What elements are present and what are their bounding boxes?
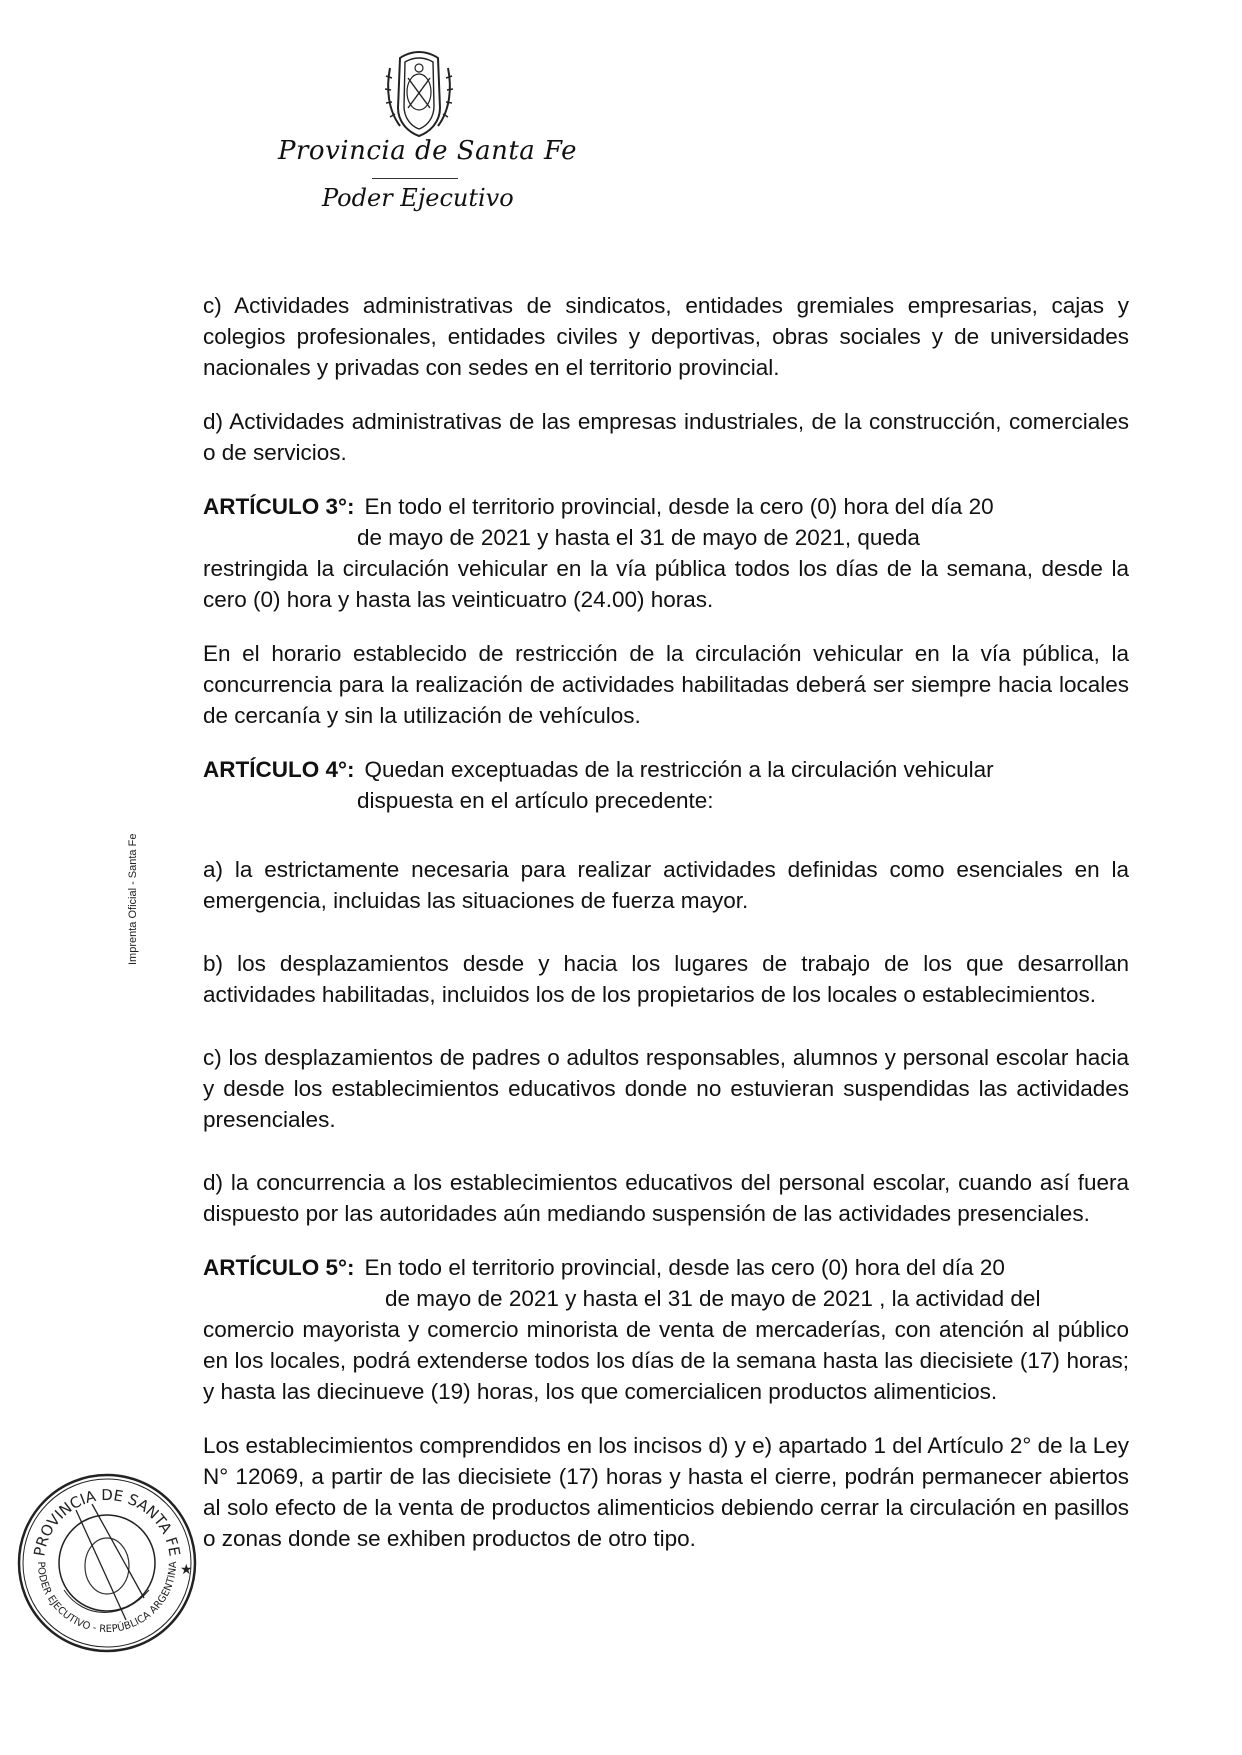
article-4-line-2: dispuesta en el artículo precedente: <box>357 788 714 813</box>
article-4-item-d: d) la concurrencia a los establecimientos educativos del personal escolar, cuando así fuera dispuesto por las autoridades aún mediando suspensión de las actividades presenciales. <box>203 1170 1129 1226</box>
article-3-body: restringida la circulación vehicular en la vía pública todos los días de la semana, desde la cero (0) hora y hasta las veinticuatro (24.00) horas. <box>203 556 1129 612</box>
letterhead-executive: Poder Ejecutivo <box>322 184 514 212</box>
letterhead <box>0 0 1242 240</box>
seal-bottom-text: PODER EJECUTIVO - REPÚBLICA ARGENTINA <box>34 1561 180 1636</box>
article-3 <box>203 491 1129 615</box>
article-5-paragraph-2: Los establecimientos comprendidos en los incisos d) y e) apartado 1 del Artículo 2° de la Ley N° 12069, a partir de las diecisiete (17) horas y hasta el cierre, podrán permanecer abiertos al solo efecto de la venta de productos alimenticios debiendo cerrar la circulación en pasillos o zonas donde se exhiben productos de otro tipo. <box>203 1433 1129 1551</box>
article-4-item-a: a) la estrictamente necesaria para realizar actividades definidas como esenciales en la emergencia, incluidas las situaciones de fuerza mayor. <box>203 857 1129 913</box>
article-3-line-2: de mayo de 2021 y hasta el 31 de mayo de 2021, queda <box>357 525 920 550</box>
paragraph-d-administrative: d) Actividades administrativas de las empresas industriales, de la construcción, comerciales o de servicios. <box>203 409 1129 465</box>
paragraph-c-administrative: c) Actividades administrativas de sindicatos, entidades gremiales empresarias, cajas y colegios profesionales, entidades civiles y deportivas, obras sociales y de universidades nacionales y privadas con sedes en el territorio provincial. <box>203 293 1129 380</box>
article-4-item-b: b) los desplazamientos desde y hacia los lugares de trabajo de los que desarrollan actividades habilitadas, incluidos los de los propietarios de los locales o establecimientos. <box>203 951 1129 1007</box>
article-4-item-c: c) los desplazamientos de padres o adultos responsables, alumnos y personal escolar hacia y desde los establecimientos educativos donde no estuvieran suspendidas las actividades presenciales. <box>203 1045 1129 1132</box>
side-imprint-text: Imprenta Oficial - Santa Fe <box>127 833 139 965</box>
article-5-title: ARTÍCULO 5°: <box>203 1255 355 1280</box>
coat-of-arms-icon <box>378 48 460 138</box>
seal-top-text: PROVINCIA DE SANTA FE <box>30 1485 184 1558</box>
letterhead-province: Provincia de Santa Fe <box>278 136 578 166</box>
letterhead-divider <box>372 178 458 179</box>
article-3-paragraph-2: En el horario establecido de restricción de la circulación vehicular en la vía pública, la concurrencia para la realización de actividades habilitadas deberá ser siempre hacia locales de cercanía y sin la utilización de vehículos. <box>203 641 1129 728</box>
article-3-title: ARTÍCULO 3°: <box>203 494 355 519</box>
article-5-line-1: En todo el territorio provincial, desde las cero (0) hora del día 20 <box>364 1255 1005 1280</box>
document-body <box>203 290 1129 1577</box>
article-5-body: comercio mayorista y comercio minorista de venta de mercaderías, con atención al público en los locales, podrá extenderse todos los días de la semana hasta las diecisiete (17) horas; y hasta las diecinueve (19) horas, los que comercialicen productos alimenticios. <box>203 1317 1129 1404</box>
article-4 <box>203 754 1129 816</box>
article-4-line-1: Quedan exceptuadas de la restricción a la circulación vehicular <box>364 757 994 782</box>
official-seal-icon <box>14 1470 200 1656</box>
article-4-title: ARTÍCULO 4°: <box>203 757 355 782</box>
article-5-line-2: de mayo de 2021 y hasta el 31 de mayo de 2021 , la actividad del <box>385 1286 1041 1311</box>
article-3-line-1: En todo el territorio provincial, desde la cero (0) hora del día 20 <box>364 494 994 519</box>
article-5 <box>203 1252 1129 1407</box>
seal-star-icon: ★ <box>180 1562 193 1578</box>
